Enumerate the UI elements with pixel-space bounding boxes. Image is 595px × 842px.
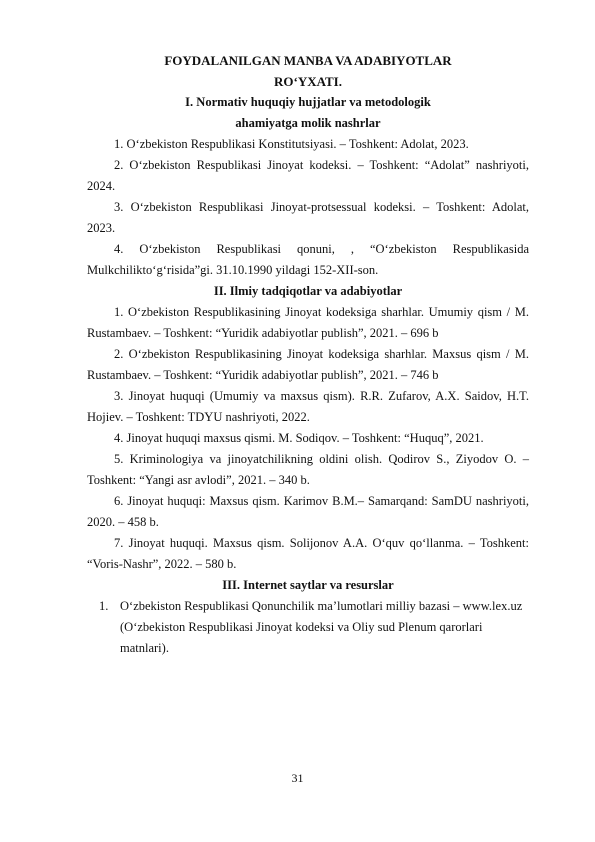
title-line-2: RO‘YXATI. [273,74,342,89]
page-title [87,50,529,92]
page-number: 31 [291,771,304,785]
reference-item: 7. Jinoyat huquqi. Maxsus qism. Solijonov A.A. O‘quv qo‘llanma. – Toshkent: “Voris-Nashr”, 2022. – 580 b. [87,536,529,571]
reference-item: 5. Kriminologiya va jinoyatchilikning oldini olish. Qodirov S., Ziyodov O. – Toshkent: “Yangi asr avlodi”, 2021. – 340 b. [87,452,529,487]
section-1-heading-line-1: I. Normativ huquqiy hujjatlar va metodologik [185,95,431,109]
reference-item: 3. O‘zbekiston Respublikasi Jinoyat-protsessual kodeksi. – Toshkent: Adolat, 2023. [87,200,529,235]
list-item-number: 1. [99,599,109,613]
reference-item: 1. O‘zbekiston Respublikasining Jinoyat kodeksiga sharhlar. Umumiy qism / M. Rustambaev. – Toshkent: “Yuridik adabiyotlar publish”, 2021. – 696 b [87,305,529,340]
reference-item: 4. O‘zbekiston Respublikasi qonuni, , “O‘zbekiston Respublikasida Mulkchilikto‘g‘risida”gi. 31.10.1990 yildagi 152-XII-son. [87,242,529,277]
title-line-1: FOYDALANILGAN MANBA VA ADABIYOTLAR [164,53,452,68]
document-page [87,50,529,659]
reference-item: 3. Jinoyat huquqi (Umumiy va maxsus qism). R.R. Zufarov, A.X. Saidov, H.T. Hojiev. – Toshkent: TDYU nashriyoti, 2022. [87,389,529,424]
section-1-heading [87,92,529,134]
section-1-list [87,134,529,281]
list-item [87,596,529,659]
section-1-heading-line-2: ahamiyatga molik nashrlar [235,116,381,130]
reference-item: 1. O‘zbekiston Respublikasi Konstitutsiyasi. – Toshkent: Adolat, 2023. [114,137,469,151]
reference-item: 6. Jinoyat huquqi: Maxsus qism. Karimov B.M.– Samarqand: SamDU nashriyoti, 2020. – 458 b. [87,494,529,529]
section-2-list [87,302,529,575]
section-3-list [87,596,529,659]
section-2-heading: II. Ilmiy tadqiqotlar va adabiyotlar [213,284,403,298]
reference-item: 2. O‘zbekiston Respublikasining Jinoyat kodeksiga sharhlar. Maxsus qism / M. Rustambaev. – Toshkent: “Yuridik adabiyotlar publish”, 2021. – 746 b [87,347,529,382]
reference-item: 2. O‘zbekiston Respublikasi Jinoyat kodeksi. – Toshkent: “Adolat” nashriyoti, 2024. [87,158,529,193]
reference-item: 4. Jinoyat huquqi maxsus qismi. M. Sodiqov. – Toshkent: “Huquq”, 2021. [114,431,484,445]
section-3-heading: III. Internet saytlar va resurslar [222,578,394,592]
list-item-text: O‘zbekiston Respublikasi Qonunchilik ma’lumotlari milliy bazasi – www.lex.uz (O‘zbekiston Respublikasi Jinoyat kodeksi va Oliy sud Plenum qarorlari matnlari). [120,599,523,655]
